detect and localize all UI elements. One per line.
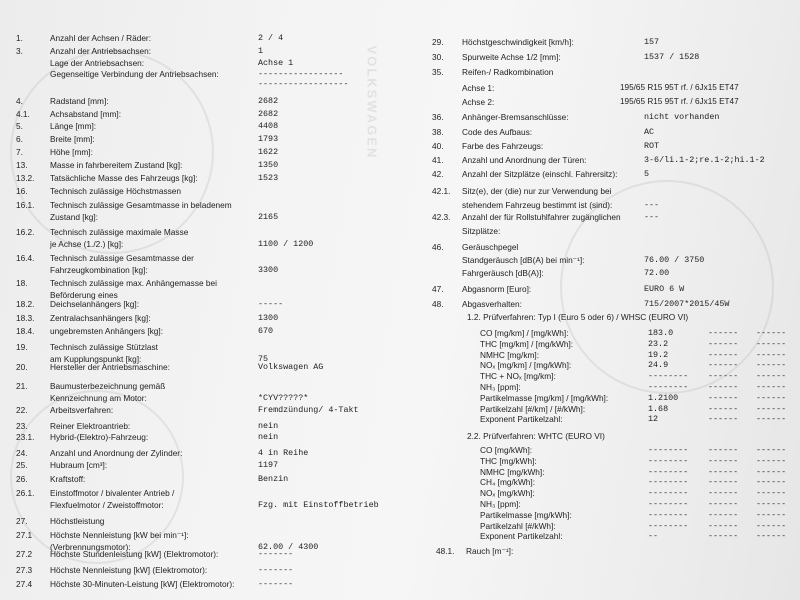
item-label: Anzahl der Antriebsachsen: bbox=[50, 46, 152, 56]
emission-extra: ------ bbox=[756, 445, 787, 455]
item-number: 20. bbox=[16, 362, 28, 372]
emission-extra: ------ bbox=[708, 477, 739, 488]
item-value: ------- bbox=[258, 565, 294, 575]
test-procedure-1: 1.2. Prüfverfahren: Typ I (Euro 5 oder 6) / WHSC (EURO VI) bbox=[467, 312, 689, 322]
emission-value: 12 bbox=[648, 414, 659, 425]
item-number: 13. bbox=[16, 160, 28, 170]
item-number: 1. bbox=[16, 33, 23, 43]
item-value: 1793 bbox=[258, 134, 279, 144]
item-value: 1537 / 1528 bbox=[644, 52, 700, 62]
item-label: Länge [mm]: bbox=[50, 121, 97, 131]
item-value: 2682 bbox=[258, 96, 279, 106]
item-label: Reiner Elektroantrieb: bbox=[50, 421, 131, 431]
item-number: 16.2. bbox=[16, 227, 35, 237]
emission-extra: ------ bbox=[708, 531, 739, 542]
emission-value: -------- bbox=[648, 466, 689, 477]
item-value: ------- bbox=[258, 579, 294, 589]
item-label: Gegenseitige Verbindung der Antriebsachsen: bbox=[50, 69, 219, 79]
item-label: stehendem Fahrzeug bestimmt ist (sind): bbox=[462, 200, 613, 210]
emission-extra: ------ bbox=[708, 414, 739, 425]
item-label: Sitz(e), der (die) nur zur Verwendung bei bbox=[462, 186, 612, 196]
item-number: 18.4. bbox=[16, 326, 35, 336]
item-label: Sitzplätze: bbox=[462, 226, 501, 236]
item-label: Lage der Antriebsachsen: bbox=[50, 57, 145, 68]
emission-extra: ------ bbox=[708, 403, 739, 414]
item-value: ----- bbox=[258, 299, 284, 309]
item-label: Anzahl der für Rollstuhlfahrer zugänglichen bbox=[462, 212, 621, 222]
item-number: 16. bbox=[16, 186, 28, 196]
item-number: 13.2. bbox=[16, 173, 35, 183]
item-label: Höchste Nennleistung [kW bei min⁻¹]: bbox=[50, 530, 189, 540]
emission-label: NOₓ [mg/kWh]: bbox=[480, 488, 535, 499]
item-number: 26. bbox=[16, 474, 28, 484]
emission-value: 19.2 bbox=[648, 349, 669, 360]
item-number: 23. bbox=[16, 421, 28, 431]
emission-extra: ------ bbox=[708, 499, 739, 509]
item-number: 42.1. bbox=[432, 186, 451, 196]
item-label: Technisch zulässige Höchstmassen bbox=[50, 186, 181, 196]
emission-extra: ------ bbox=[708, 520, 739, 531]
emission-label: CH₄ [mg/kWh]: bbox=[480, 477, 536, 488]
item-number: 42. bbox=[432, 169, 444, 179]
item-value: Fzg. mit Einstoffbetrieb bbox=[258, 499, 379, 510]
item-label: Radstand [mm]: bbox=[50, 96, 109, 106]
item-number: 5. bbox=[16, 121, 23, 131]
emission-value: -------- bbox=[648, 382, 689, 392]
item-number: 4.1. bbox=[16, 109, 30, 119]
item-label: Standgeräusch [dB(A) bei min⁻¹]: bbox=[462, 255, 585, 265]
item-label: Achse 1: bbox=[462, 83, 495, 93]
item-number: 24. bbox=[16, 448, 28, 458]
item-number: 29. bbox=[432, 37, 444, 47]
item-value: nein bbox=[258, 421, 279, 431]
emission-extra: ------ bbox=[708, 371, 739, 382]
emission-extra: ------ bbox=[708, 466, 739, 477]
item-number: 6. bbox=[16, 134, 23, 144]
item-label: Baumusterbezeichnung gemäß bbox=[50, 381, 166, 391]
item-value: 2682 bbox=[258, 109, 279, 119]
item-value: 670 bbox=[258, 326, 274, 336]
emission-extra: ------ bbox=[756, 499, 787, 509]
item-number: 40. bbox=[432, 141, 444, 151]
item-label: (Verbrennungsmotor): bbox=[50, 541, 131, 552]
item-label: Spurweite Achse 1/2 [mm]: bbox=[462, 52, 561, 62]
emission-value: 183.0 bbox=[648, 328, 674, 338]
item-value: 2 / 4 bbox=[258, 33, 284, 43]
emission-value: -------- bbox=[648, 499, 689, 509]
item-value: Benzin bbox=[258, 474, 289, 484]
emission-extra: ------ bbox=[756, 392, 787, 403]
emission-extra: ------ bbox=[756, 477, 787, 488]
item-value: 2165 bbox=[258, 211, 279, 222]
item-value: 5 bbox=[644, 169, 650, 179]
item-label: Anzahl der Achsen / Räder: bbox=[50, 33, 152, 43]
item-label: Anzahl und Anordnung der Türen: bbox=[462, 155, 587, 165]
item-label: Tatsächliche Masse des Fahrzeugs [kg]: bbox=[50, 173, 198, 183]
emission-label: Partikelmasse [mg/km] / [mg/kWh]: bbox=[480, 392, 609, 403]
emission-label: NH₃ [ppm]: bbox=[480, 382, 521, 392]
item-value: 1300 bbox=[258, 313, 279, 323]
emission-extra: ------ bbox=[708, 488, 739, 499]
emission-label: THC [mg/kWh]: bbox=[480, 455, 537, 466]
item-value: ROT bbox=[644, 141, 660, 151]
item-number: 41. bbox=[432, 155, 444, 165]
item-value: AC bbox=[644, 127, 655, 137]
item-value: 1 bbox=[258, 46, 264, 56]
item-label: Höchste Stundenleistung [kW] (Elektromotor): bbox=[50, 549, 219, 559]
item-value: Fremdzündung/ 4-Takt bbox=[258, 405, 359, 415]
test-procedure-2: 2.2. Prüfverfahren: WHTC (EURO VI) bbox=[467, 431, 605, 441]
emission-value: 1.68 bbox=[648, 403, 669, 414]
item-value: Volkswagen AG bbox=[258, 362, 324, 372]
emission-extra: ------ bbox=[756, 382, 787, 392]
emission-extra: ------ bbox=[756, 520, 787, 531]
item-value: 4 in Reihe bbox=[258, 448, 309, 458]
item-label: Kraftstoff: bbox=[50, 474, 86, 484]
item-value: 1350 bbox=[258, 160, 279, 170]
emission-extra: ------ bbox=[756, 531, 787, 542]
item-label: Höchste Nennleistung [kW] (Elektromotor): bbox=[50, 565, 208, 575]
emission-value: 24.9 bbox=[648, 360, 669, 371]
item-value: ----------------- bbox=[258, 69, 344, 79]
emission-label: Partikelzahl [#/km] / [#/kWh]: bbox=[480, 403, 586, 414]
item-value: 3300 bbox=[258, 264, 279, 275]
item-label: Farbe des Fahrzeugs: bbox=[462, 141, 544, 151]
emission-label: Exponent Partikelzahl: bbox=[480, 414, 563, 425]
emission-extra: ------ bbox=[708, 328, 739, 338]
emission-value: -- bbox=[648, 531, 659, 542]
item-number: 3. bbox=[16, 46, 23, 56]
item-number: 38. bbox=[432, 127, 444, 137]
item-number: 46. bbox=[432, 242, 444, 252]
emission-label: THC + NOₓ [mg/km]: bbox=[480, 371, 556, 382]
emission-extra: ------ bbox=[708, 392, 739, 403]
item-label: Zustand [kg]: bbox=[50, 211, 98, 222]
emission-extra: ------ bbox=[708, 509, 739, 520]
item-label: Arbeitsverfahren: bbox=[50, 405, 114, 415]
emission-label: Partikelmasse [mg/kWh]: bbox=[480, 509, 572, 520]
item-value: 62.00 / 4300 bbox=[258, 541, 319, 552]
item-label: Reifen-/ Radkombination bbox=[462, 67, 554, 77]
emission-extra: ------ bbox=[708, 445, 739, 455]
item-number: 27. bbox=[16, 516, 28, 526]
item-number: 48. bbox=[432, 299, 444, 309]
emission-value: 1.2100 bbox=[648, 392, 679, 403]
item-number: 27.2 bbox=[16, 549, 33, 559]
item-label: Einstoffmotor / bivalenter Antrieb / bbox=[50, 488, 175, 498]
emission-extra: ------ bbox=[708, 360, 739, 371]
item-number: 16.4. bbox=[16, 253, 35, 263]
item-value: *CYV?????* bbox=[258, 392, 309, 403]
item-number: 35. bbox=[432, 67, 444, 77]
emission-extra: ------ bbox=[756, 509, 787, 520]
item-label: Beförderung eines bbox=[50, 289, 118, 300]
item-value: 75 bbox=[258, 353, 269, 364]
item-label: Achsabstand [mm]: bbox=[50, 109, 122, 119]
watermark-text: VOLKSWAGEN bbox=[364, 45, 380, 160]
item-number: 19. bbox=[16, 342, 28, 352]
item-value: nein bbox=[258, 432, 279, 442]
item-value: 3-6/li.1-2;re.1-2;hi.1-2 bbox=[644, 155, 765, 165]
item-label: Hersteller der Antriebsmaschine: bbox=[50, 362, 170, 372]
emission-label: NMHC [mg/km]: bbox=[480, 349, 539, 360]
emission-value: -------- bbox=[648, 488, 689, 499]
emission-label: NMHC [mg/kWh]: bbox=[480, 466, 545, 477]
item-label: Anzahl und Anordnung der Zylinder: bbox=[50, 448, 183, 458]
item-label: Fahrzeugkombination [kg]: bbox=[50, 264, 148, 275]
item-label: Fahrgeräusch [dB(A)]: bbox=[462, 268, 544, 278]
item-number: 27.1 bbox=[16, 530, 33, 540]
item-number: 42.3. bbox=[432, 212, 451, 222]
item-value: EURO 6 W bbox=[644, 284, 685, 294]
emission-extra: ------ bbox=[756, 466, 787, 477]
item-label: ungebremsten Anhängers [kg]: bbox=[50, 326, 164, 336]
item-value: 715/2007*2015/45W bbox=[644, 299, 730, 309]
emission-label: CO [mg/km] / [mg/kWh]: bbox=[480, 328, 569, 338]
emission-value: 23.2 bbox=[648, 338, 669, 349]
item-number: 4. bbox=[16, 96, 23, 106]
item-number: 36. bbox=[432, 112, 444, 122]
item-label: Deichselanhängers [kg]: bbox=[50, 299, 140, 309]
emission-extra: ------ bbox=[756, 360, 787, 371]
item-label: Masse in fahrbereitem Zustand [kg]: bbox=[50, 160, 183, 170]
item-value: --- bbox=[644, 200, 660, 210]
emission-value: -------- bbox=[648, 520, 689, 531]
item-number: 25. bbox=[16, 460, 28, 470]
item-label: Kennzeichnung am Motor: bbox=[50, 392, 147, 403]
item-value: Achse 1 bbox=[258, 57, 294, 68]
item-label: Abgasnorm [Euro]: bbox=[462, 284, 532, 294]
item-number: 22. bbox=[16, 405, 28, 415]
item-label: je Achse (1./2.) [kg]: bbox=[50, 238, 124, 249]
item-label: Höchste 30-Minuten-Leistung [kW] (Elektromotor): bbox=[50, 579, 235, 589]
item-label: Technisch zulässige Gesamtmasse der bbox=[50, 253, 194, 263]
emission-extra: ------ bbox=[756, 455, 787, 466]
item-value: 157 bbox=[644, 37, 660, 47]
emission-label: Partikelzahl [#/kWh]: bbox=[480, 520, 556, 531]
item-value: 76.00 / 3750 bbox=[644, 255, 705, 265]
emission-extra: ------ bbox=[708, 455, 739, 466]
emission-value: -------- bbox=[648, 477, 689, 488]
emission-label: NH₃ [ppm]: bbox=[480, 499, 521, 509]
item-label: am Kupplungspunkt [kg]: bbox=[50, 353, 142, 364]
item-label: Geräuschpegel bbox=[462, 242, 519, 252]
item-label: Breite [mm]: bbox=[50, 134, 95, 144]
item-value: ------- bbox=[258, 549, 294, 559]
item-label: Hubraum [cm³]: bbox=[50, 460, 108, 470]
emission-extra: ------ bbox=[708, 338, 739, 349]
emission-label: NOₓ [mg/km] / [mg/kWh]: bbox=[480, 360, 572, 371]
item-number: 23.1. bbox=[16, 432, 35, 442]
emission-value: -------- bbox=[648, 445, 689, 455]
emission-value: -------- bbox=[648, 371, 689, 382]
item-label: Achse 2: bbox=[462, 97, 495, 107]
item-value: 1100 / 1200 bbox=[258, 238, 314, 249]
item-label: Höhe [mm]: bbox=[50, 147, 93, 157]
item-value: 195/65 R15 95T rf. / 6Jx15 ET47 bbox=[620, 97, 739, 106]
item-number: 18. bbox=[16, 278, 28, 288]
item-value: 72.00 bbox=[644, 268, 670, 278]
item-number: 18.3. bbox=[16, 313, 35, 323]
emission-label: THC [mg/km] / [mg/kWh]: bbox=[480, 338, 574, 349]
item-label: Anzahl der Sitzplätze (einschl. Fahrersitz): bbox=[462, 169, 618, 179]
item-number: 18.2. bbox=[16, 299, 35, 309]
item-value: nicht vorhanden bbox=[644, 112, 720, 122]
item-label: Anhänger-Bremsanschlüsse: bbox=[462, 112, 569, 122]
item-number: 30. bbox=[432, 52, 444, 62]
item-number: 16.1. bbox=[16, 200, 35, 210]
item-value: 1523 bbox=[258, 173, 279, 183]
item-number: 48.1. bbox=[436, 546, 455, 556]
item-number: 47. bbox=[432, 284, 444, 294]
emission-extra: ------ bbox=[756, 349, 787, 360]
item-label: Höchstleistung bbox=[50, 516, 105, 526]
emission-extra: ------ bbox=[756, 328, 787, 338]
item-label: Abgasverhalten: bbox=[462, 299, 522, 309]
emission-extra: ------ bbox=[708, 349, 739, 360]
emission-value: -------- bbox=[648, 509, 689, 520]
item-label: Hybrid-(Elektro)-Fahrzeug: bbox=[50, 432, 149, 442]
item-label: Flexfuelmotor / Zweistoffmotor: bbox=[50, 499, 164, 510]
item-value: 4408 bbox=[258, 121, 279, 131]
item-number: 7. bbox=[16, 147, 23, 157]
item-value: 1197 bbox=[258, 460, 279, 470]
item-label: Code des Aufbaus: bbox=[462, 127, 533, 137]
item-value: --- bbox=[644, 212, 660, 222]
item-number: 27.4 bbox=[16, 579, 33, 589]
emission-extra: ------ bbox=[756, 488, 787, 499]
emission-extra: ------ bbox=[756, 403, 787, 414]
emission-extra: ------ bbox=[756, 414, 787, 425]
item-label: Technisch zulässige max. Anhängemasse bei bbox=[50, 278, 217, 288]
emission-value: -------- bbox=[648, 455, 689, 466]
emission-extra: ------ bbox=[756, 371, 787, 382]
item-value: 195/65 R15 95T rf. / 6Jx15 ET47 bbox=[620, 83, 739, 92]
emission-extra: ------ bbox=[756, 338, 787, 349]
item-number: 21. bbox=[16, 381, 28, 391]
emission-label: CO [mg/kWh]: bbox=[480, 445, 533, 455]
item-label: Technisch zulässige maximale Masse bbox=[50, 227, 189, 237]
item-label: Zentralachsanhängers [kg]: bbox=[50, 313, 151, 323]
emission-label: Exponent Partikelzahl: bbox=[480, 531, 563, 542]
item-label: Technisch zulässige Gesamtmasse in beladenem bbox=[50, 200, 232, 210]
item-number: 27.3 bbox=[16, 565, 33, 575]
item-label: Rauch [m⁻¹]: bbox=[466, 546, 514, 556]
item-value: 1622 bbox=[258, 147, 279, 157]
item-label: Technisch zulässige Stützlast bbox=[50, 342, 158, 352]
item-value: ------------------ bbox=[258, 79, 349, 89]
emission-extra: ------ bbox=[708, 382, 739, 392]
item-label: Höchstgeschwindigkeit [km/h]: bbox=[462, 37, 574, 47]
item-number: 26.1. bbox=[16, 488, 35, 498]
